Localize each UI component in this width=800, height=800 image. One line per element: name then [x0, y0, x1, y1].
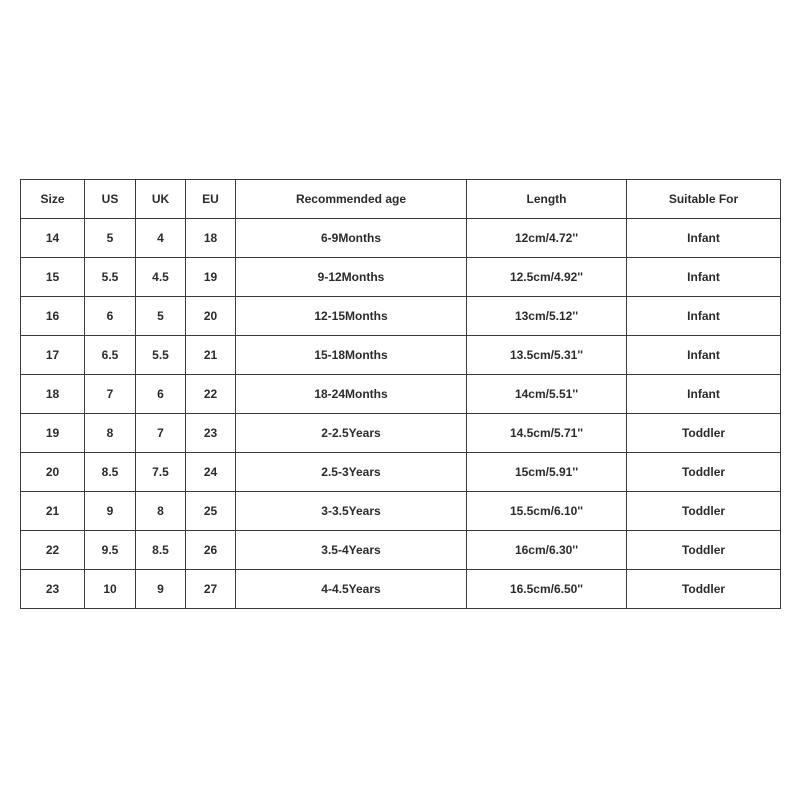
cell-us: 9	[85, 492, 136, 531]
cell-uk: 7	[136, 414, 186, 453]
size-chart-table	[20, 179, 781, 609]
cell-uk: 8.5	[136, 531, 186, 570]
cell-length: 14cm/5.51''	[467, 375, 627, 414]
cell-uk: 9	[136, 570, 186, 609]
cell-size: 15	[21, 258, 85, 297]
cell-length: 15cm/5.91''	[467, 453, 627, 492]
cell-length: 15.5cm/6.10''	[467, 492, 627, 531]
cell-recommended-age: 2.5-3Years	[236, 453, 467, 492]
table-row	[21, 219, 781, 258]
table-row	[21, 297, 781, 336]
cell-recommended-age: 12-15Months	[236, 297, 467, 336]
cell-suitable-for: Infant	[627, 258, 781, 297]
cell-uk: 7.5	[136, 453, 186, 492]
cell-eu: 21	[186, 336, 236, 375]
table-row	[21, 336, 781, 375]
cell-suitable-for: Infant	[627, 336, 781, 375]
cell-us: 6	[85, 297, 136, 336]
cell-us: 5	[85, 219, 136, 258]
table-row	[21, 531, 781, 570]
cell-uk: 8	[136, 492, 186, 531]
cell-size: 18	[21, 375, 85, 414]
header-uk: UK	[136, 180, 186, 219]
cell-us: 5.5	[85, 258, 136, 297]
cell-recommended-age: 2-2.5Years	[236, 414, 467, 453]
cell-suitable-for: Toddler	[627, 492, 781, 531]
cell-eu: 22	[186, 375, 236, 414]
table-body	[21, 219, 781, 609]
cell-size: 19	[21, 414, 85, 453]
cell-size: 16	[21, 297, 85, 336]
cell-suitable-for: Infant	[627, 219, 781, 258]
header-row	[21, 180, 781, 219]
cell-us: 6.5	[85, 336, 136, 375]
cell-length: 14.5cm/5.71''	[467, 414, 627, 453]
header-size: Size	[21, 180, 85, 219]
cell-eu: 23	[186, 414, 236, 453]
cell-recommended-age: 9-12Months	[236, 258, 467, 297]
cell-uk: 5.5	[136, 336, 186, 375]
table-row	[21, 453, 781, 492]
table-row	[21, 414, 781, 453]
table-header	[21, 180, 781, 219]
cell-uk: 4.5	[136, 258, 186, 297]
cell-size: 20	[21, 453, 85, 492]
cell-recommended-age: 18-24Months	[236, 375, 467, 414]
cell-eu: 20	[186, 297, 236, 336]
table-row	[21, 492, 781, 531]
cell-size: 14	[21, 219, 85, 258]
cell-eu: 18	[186, 219, 236, 258]
cell-recommended-age: 3-3.5Years	[236, 492, 467, 531]
cell-suitable-for: Toddler	[627, 414, 781, 453]
header-recommended-age: Recommended age	[236, 180, 467, 219]
cell-us: 9.5	[85, 531, 136, 570]
cell-us: 8	[85, 414, 136, 453]
cell-uk: 5	[136, 297, 186, 336]
cell-size: 23	[21, 570, 85, 609]
cell-size: 21	[21, 492, 85, 531]
table-row	[21, 375, 781, 414]
cell-eu: 26	[186, 531, 236, 570]
cell-suitable-for: Infant	[627, 375, 781, 414]
cell-eu: 25	[186, 492, 236, 531]
cell-us: 8.5	[85, 453, 136, 492]
header-us: US	[85, 180, 136, 219]
cell-length: 12.5cm/4.92''	[467, 258, 627, 297]
cell-length: 16cm/6.30''	[467, 531, 627, 570]
cell-eu: 27	[186, 570, 236, 609]
cell-recommended-age: 3.5-4Years	[236, 531, 467, 570]
header-eu: EU	[186, 180, 236, 219]
cell-length: 16.5cm/6.50''	[467, 570, 627, 609]
header-suitable-for: Suitable For	[627, 180, 781, 219]
table-row	[21, 258, 781, 297]
cell-length: 13.5cm/5.31''	[467, 336, 627, 375]
table-row	[21, 570, 781, 609]
cell-length: 12cm/4.72''	[467, 219, 627, 258]
cell-eu: 19	[186, 258, 236, 297]
cell-length: 13cm/5.12''	[467, 297, 627, 336]
cell-recommended-age: 15-18Months	[236, 336, 467, 375]
cell-suitable-for: Toddler	[627, 453, 781, 492]
cell-suitable-for: Toddler	[627, 531, 781, 570]
cell-uk: 4	[136, 219, 186, 258]
cell-recommended-age: 4-4.5Years	[236, 570, 467, 609]
cell-us: 10	[85, 570, 136, 609]
cell-uk: 6	[136, 375, 186, 414]
cell-size: 17	[21, 336, 85, 375]
cell-eu: 24	[186, 453, 236, 492]
header-length: Length	[467, 180, 627, 219]
cell-suitable-for: Toddler	[627, 570, 781, 609]
cell-us: 7	[85, 375, 136, 414]
cell-recommended-age: 6-9Months	[236, 219, 467, 258]
cell-suitable-for: Infant	[627, 297, 781, 336]
cell-size: 22	[21, 531, 85, 570]
